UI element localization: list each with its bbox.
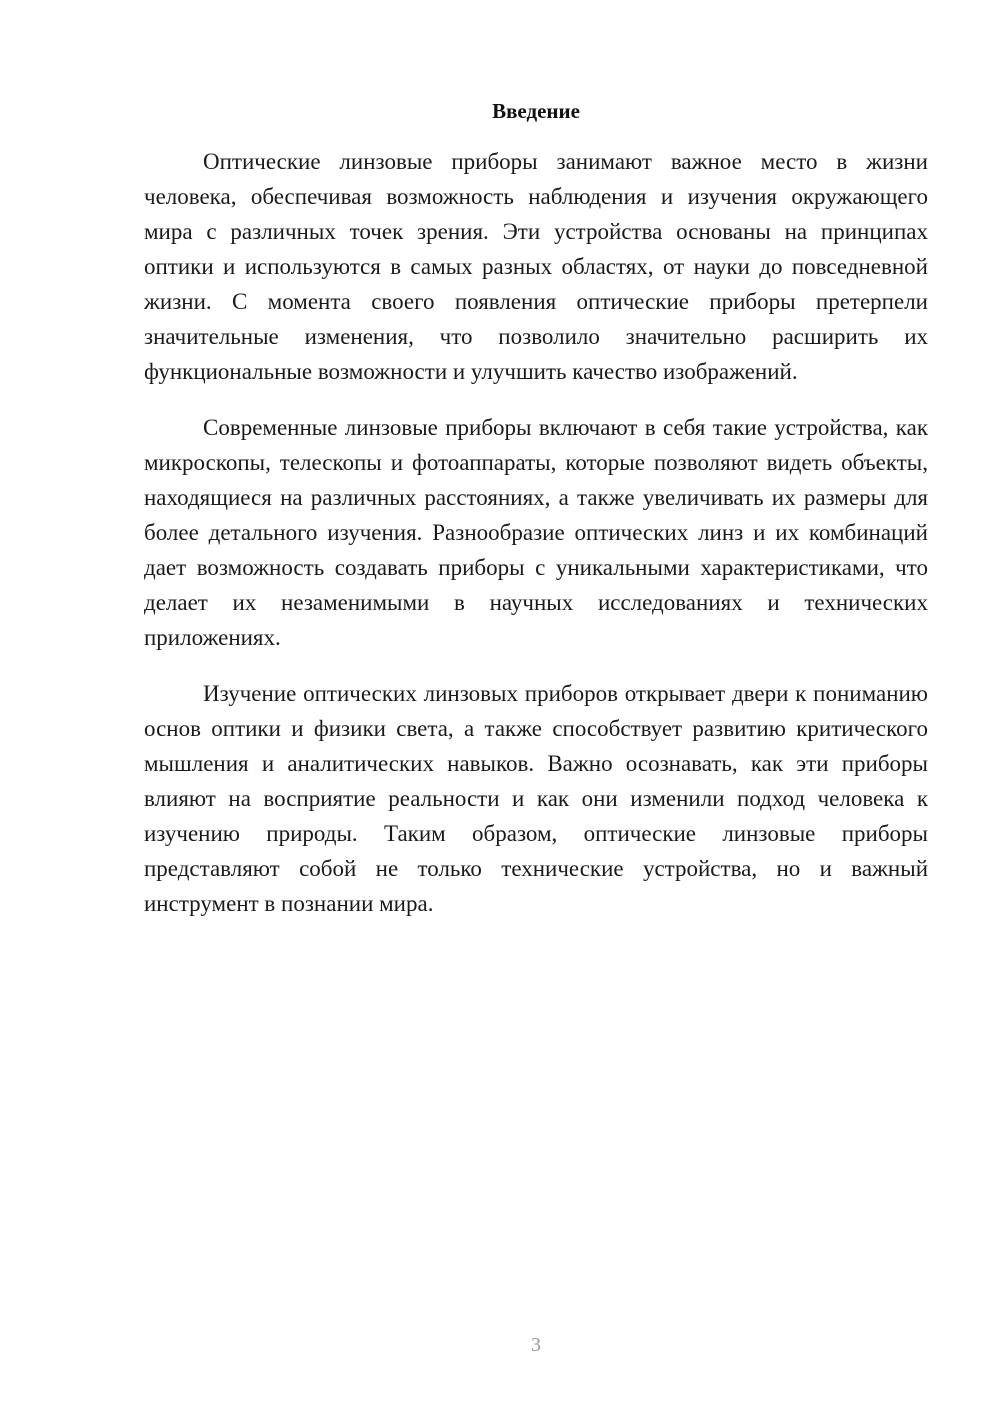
paragraph-2: Современные линзовые приборы включают в себя такие устройства, как микроскопы, телескопы и фотоаппараты, которые позволяют видеть объекты, находящиеся на различных расстояниях, а также увеличивать их размеры для более детального изучения. Разнообразие оптических линз и их комбинаций дает возможность создавать приборы с уникальными характеристиками, что делает их незаменимыми в научных исследованиях и технических приложениях. bbox=[144, 415, 928, 650]
section-heading: Введение bbox=[492, 99, 580, 123]
paragraph-3: Изучение оптических линзовых приборов открывает двери к пониманию основ оптики и физики света, а также способствует развитию критического мышления и аналитических навыков. Важно осознавать, как эти приборы влияют на восприятие реальности и как они изменили подход человека к изучению природы. Таким образом, оптические линзовые приборы представляют собой не только технические устройства, но и важный инструмент в познании мира. bbox=[144, 681, 928, 916]
paragraph-1: Оптические линзовые приборы занимают важное место в жизни человека, обеспечивая возможность наблюдения и изучения окружающего мира с различных точек зрения. Эти устройства основаны на принципах оптики и используются в самых разных областях, от науки до повседневной жизни. С момента своего появления оптические приборы претерпели значительные изменения, что позволило значительно расширить их функциональные возможности и улучшить качество изображений. bbox=[144, 149, 928, 384]
page-number: 3 bbox=[531, 1334, 541, 1356]
page-content bbox=[144, 96, 928, 942]
